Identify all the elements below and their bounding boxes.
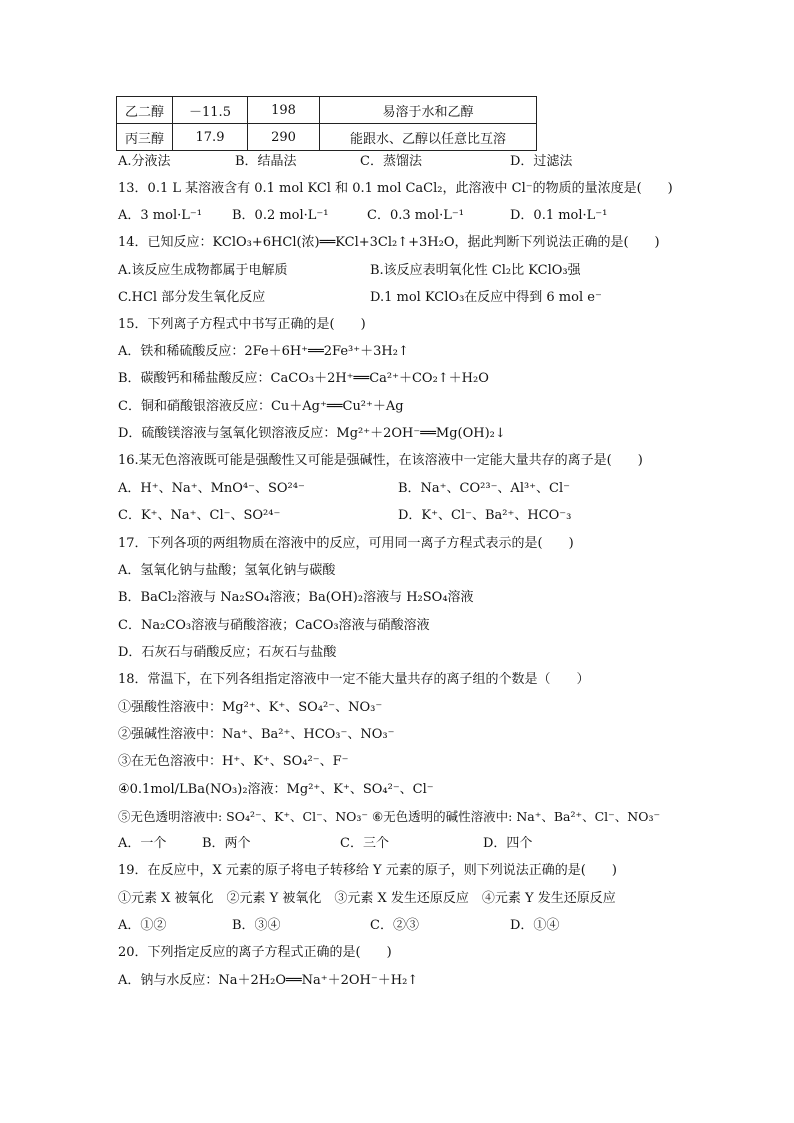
q14-stem: 14．已知反应：KClO₃+6HCl(浓)══KCl+3Cl₂↑+3H₂O，据此判断下列说法正确的是( ): [118, 235, 660, 250]
q14-option-c: C.HCl 部分发生氧化反应: [118, 290, 266, 305]
q18-item-4: ④0.1mol/LBa(NO₃)₂溶液：Mg²⁺、K⁺、SO₄²⁻、Cl⁻: [118, 782, 434, 797]
table-cell: －11.5: [173, 97, 248, 124]
q12-option-b: B．结晶法: [235, 154, 297, 169]
q16-option-b: B．Na⁺、CO²³⁻、Al³⁺、Cl⁻: [398, 481, 571, 496]
table-cell: 易溶于水和乙醇: [320, 97, 537, 124]
q14-option-a: A.该反应生成物都属于电解质: [118, 263, 288, 278]
q13-option-c: C．0.3 mol·L⁻¹: [367, 208, 464, 223]
q18-item-5-6: ⑤无色透明溶液中: SO₄²⁻、K⁺、Cl⁻、NO₃⁻ ⑥无色透明的碱性溶液中: Na⁺、Ba²⁺、Cl⁻、NO₃⁻: [118, 809, 661, 824]
q15-option-b: B．碳酸钙和稀盐酸反应：CaCO₃＋2H⁺══Ca²⁺＋CO₂↑＋H₂O: [118, 371, 489, 386]
q17-option-c: C．Na₂CO₃溶液与硝酸溶液；CaCO₃溶液与硝酸溶液: [118, 618, 430, 633]
q13-option-a: A．3 mol·L⁻¹: [118, 208, 202, 223]
table-row: [117, 124, 537, 151]
q19-option-c: C．②③: [370, 918, 419, 933]
table-cell: 丙三醇: [117, 124, 173, 151]
q18-option-c: C．三个: [340, 836, 389, 851]
table-cell: 17.9: [173, 124, 248, 151]
q13-stem: 13．0.1 L 某溶液含有 0.1 mol KCl 和 0.1 mol CaCl₂，此溶液中 Cl⁻的物质的量浓度是( ): [118, 181, 673, 196]
q13-option-d: D．0.1 mol·L⁻¹: [510, 208, 608, 223]
q14-option-d: D.1 mol KClO₃在反应中得到 6 mol e⁻: [370, 290, 602, 305]
table-cell: 290: [248, 124, 320, 151]
q12-option-c: C．蒸馏法: [360, 154, 422, 169]
q14-option-b: B.该反应表明氧化性 Cl₂比 KClO₃强: [370, 263, 581, 278]
table-cell: 198: [248, 97, 320, 124]
q17-stem: 17．下列各项的两组物质在溶液中的反应，可用同一离子方程式表示的是( ): [118, 536, 574, 551]
q19-stem: 19．在反应中，X 元素的原子将电子转移给 Y 元素的原子，则下列说法正确的是( ): [118, 863, 617, 878]
q18-stem: 18．常温下，在下列各组指定溶液中一定不能大量共存的离子组的个数是（ ）: [118, 672, 590, 687]
q16-option-c: C．K⁺、Na⁺、Cl⁻、SO²⁴⁻: [118, 508, 281, 523]
q17-option-b: B．BaCl₂溶液与 Na₂SO₄溶液；Ba(OH)₂溶液与 H₂SO₄溶液: [118, 590, 474, 605]
q12-option-a: A.分液法: [118, 154, 171, 169]
q12-option-d: D．过滤法: [510, 154, 573, 169]
q18-item-2: ②强碱性溶液中：Na⁺、Ba²⁺、HCO₃⁻、NO₃⁻: [118, 727, 395, 742]
q17-option-a: A．氢氧化钠与盐酸；氢氧化钠与碳酸: [118, 563, 336, 578]
q20-option-a: A．钠与水反应：Na＋2H₂O══Na⁺＋2OH⁻＋H₂↑: [118, 973, 419, 988]
q18-option-d: D．四个: [483, 836, 533, 851]
q15-option-d: D．硫酸镁溶液与氢氧化钡溶液反应：Mg²⁺＋2OH⁻══Mg(OH)₂↓: [118, 426, 506, 441]
q18-item-1: ①强酸性溶液中：Mg²⁺、K⁺、SO₄²⁻、NO₃⁻: [118, 700, 383, 715]
q18-option-a: A．一个: [118, 836, 167, 851]
table-cell: 能跟水、乙醇以任意比互溶: [320, 124, 537, 151]
q18-option-b: B．两个: [202, 836, 251, 851]
q20-stem: 20．下列指定反应的离子方程式正确的是( ): [118, 945, 392, 960]
q19-option-d: D．①④: [510, 918, 560, 933]
q15-option-c: C．铜和硝酸银溶液反应：Cu＋Ag⁺══Cu²⁺＋Ag: [118, 399, 404, 414]
q16-option-a: A．H⁺、Na⁺、MnO⁴⁻、SO²⁴⁻: [118, 481, 305, 496]
q18-item-3: ③在无色溶液中：H⁺、K⁺、SO₄²⁻、F⁻: [118, 754, 349, 769]
table-row: [117, 97, 537, 124]
q19-option-a: A．①②: [118, 918, 167, 933]
q15-option-a: A．铁和稀硫酸反应：2Fe＋6H⁺══2Fe³⁺＋3H₂↑: [118, 344, 409, 359]
q15-stem: 15．下列离子方程式中书写正确的是( ): [118, 317, 366, 332]
q19-option-b: B．③④: [232, 918, 281, 933]
q19-items: ①元素 X 被氧化 ②元素 Y 被氧化 ③元素 X 发生还原反应 ④元素 Y 发生还原反应: [118, 891, 616, 906]
q16-stem: 16.某无色溶液既可能是强酸性又可能是强碱性，在该溶液中一定能大量共存的离子是( ): [118, 453, 643, 468]
q17-option-d: D．石灰石与硝酸反应；石灰石与盐酸: [118, 645, 337, 660]
q13-option-b: B．0.2 mol·L⁻¹: [232, 208, 329, 223]
q16-option-d: D．K⁺、Cl⁻、Ba²⁺、HCO⁻₃: [398, 508, 572, 523]
boiling-point-table: [116, 96, 537, 151]
table-cell: 乙二醇: [117, 97, 173, 124]
